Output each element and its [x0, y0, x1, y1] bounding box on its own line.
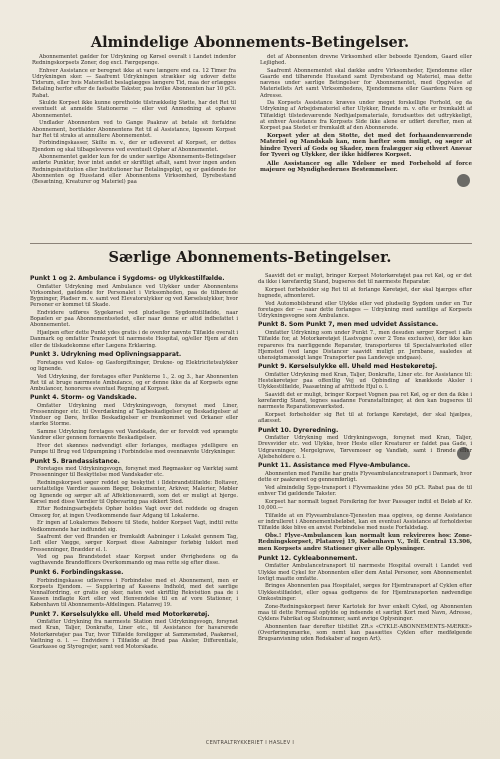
section-paragraph: Ved almindelig Syge-transport i Flyvemaskine ydes 50 pCt. Rabat paa de til enhver Tid gældende Takster.: [258, 484, 472, 497]
section-paragraph: Ved Udrykning, der foretages efter Punkterne 1., 2. og 3., har Abonnenten Ret til at bruge nærmeste Ambulance, og er denne ikke da af Korpsets egne Ambulancer, honoreres eventuel Regning af Korpset.: [30, 373, 238, 392]
section-heading: Punkt 6. Forbindingskasse.: [30, 568, 124, 576]
section-paragraph: Omfatter Udrykning fra nærmeste Station med Udrykningsvogn, forsynet med Kran, Taljer, Donkrafte, Liner etc., til Assistance for havarerede Motorkøretøjer paa Tur, hvor Tilfælde foreligger at Sammenstød, Paakørsel, Væltning o. l. — Endvidere i Tilfælde af Brud paa Aksler, Differentiale, Gearkasse og Styregrejer, samt ved Motorskade.: [30, 619, 238, 650]
paragraph: Abonnementet gælder kun for de under særlige Abonnements-Betingelser anførte Punkter, hvor intet andet er skriftligt aftalt, samt hvor ingen anden Redningsinstitution eller Institutioner har Betalingspligt, og er gældende for Abonnenten og Husstand eller Abonnentens Virksomhed, Dyrebestand (Besætning, Kreaturer og Materiel) paa: [32, 154, 236, 185]
section-paragraph: Omfatter Udrykning som under Punkt 7., men desuden sørger Korpset i alle Tilfælde for, at Motorkøretøjet (Lastvogne over 2 Tons exclusive), der ikke kan repareres fra nærliggende Reparatør, transporteres til Specialværksted eller Hjemsted (ved lange Distancer saavidt muligt pr. Jernbane, saaledes at uhensigtsmæssigt lange Transporter paa Landeveje undgaas).: [258, 330, 472, 361]
section-heading: Punkt 3. Udrykning med Oplivningsapparat.: [30, 350, 182, 358]
section-paragraph: Hjælpen efter dette Punkt ydes gratis i de ovenfor nævnte Tilfælde overalt i Danmark og omfatter Transport til nærmeste Hospital, og/eller Hjem af den eller de tilskadekomne efter Lægens Erklæring.: [30, 330, 238, 349]
paragraph: Korpset yder at den Stotte, det med det forhaandenværende Materiel og Mandskab kan, men hæfter som muligt, og søger at hindre Tyveri af Gods og Skader, men fralægger sig ethvert Ansvar for Tyveri og Ulykker, der ikke hidføres Korpset.: [260, 132, 472, 159]
section-paragraph: Omfatter Ambulancetransport til nærmeste Hospital overalt i Landet ved Ulykke med Cykel for Abonnenten eller dem Antal Personer, som Abonnementet lovligt maatte omfatte.: [258, 563, 472, 582]
section-heading: Punkt 8. Som Punkt 7, men med udvidet Assistance.: [258, 321, 439, 329]
paragraph: Undlader Abonnenten ved to Gange Paakrav at betale sit forfaldne Abonnement, bortfalder Abonnentens Ret til al Assistance, ligesom Korpset har Ret til straks at annullere Abonnementet.: [32, 120, 236, 139]
section-paragraph: Abonnenten med Familie har gratis Flyveambulancetransport i Danmark, hvor dette er paakrævet og gennemførligt.: [258, 470, 472, 484]
section-paragraph: Omfatter Udrykning med Udrykningsvogn, forsynet med Kran, Taljer, Drevsvider etc. ved Ulykke, hvor Heste eller Kreaturer er faldet paa Gade, i Udgravninger, Mergelgrave, Tørvemoser og Vandløb, samt i Brønde eller Ajlebeholdere o. l.: [258, 435, 472, 460]
section-paragraph: Er ingen af Lokalernes Beboere til Stede, holder Korpset Vagt, indtil rette Vedkommende har indfundet sig.: [30, 520, 238, 533]
section-paragraph: Korpset forbeholder sig Ret til at forlange Køretøjet, der skal bjærges efter hugnede, afmonteret.: [258, 286, 472, 300]
section-paragraph: Korpset har normalt tegnet Forsikring for hver Passager indtil et Beløb af Kr. 10,000.—: [258, 498, 472, 511]
paragraph: Forbindingskasser, Skilte m. v., der er udleveret af Korpset, er dettes Ejendom og skal tilbageleveres ved eventuelt Ophør af Abonnementet.: [32, 140, 236, 153]
section-paragraph: Bringes Abonnenten paa Hospitalet, sørges for Hjemtransport af Cyklen efter Ulykkestilfældet, eller ogsaa godtgøres de for Hjemtransporten nødvendige Omkostninger.: [258, 583, 472, 602]
paragraph: Da Korpsets Assistance kræves under meget forskellige Forhold, og da Udrykning af Arbejdsmateriel efter Ulykker, Brande m. v. ofte er fremkaldt af Tilfældigt tilstedeværende Nødhjælpsmateriale, forudsættes det udtrykkeligt, at enhver Assistance fra Korpsets Side ikke alene er udført derefter, men at Korpset paa Stedet er fremkaldt af den Abonnerede.: [260, 100, 472, 131]
section-paragraph: Endvidere udføres Sygekørsel ved pludselige Sygdomstilfælde, naar Bopælen er paa Abonnementsstedet, eller naar denne er altid indbefattet i Abonnementet.: [30, 310, 238, 329]
section-paragraph: Ved og paa Brandstedet staar Korpset under Øvrighedens og da vagthavende Brandofficers Overkommando og maa rette sig efter disse.: [30, 554, 238, 567]
section-paragraph: Hvor det skønnes nødvendigt eller forlanges, medtages ydelligere en Pumpe til Brug ved Udpumpning i Forbindelse med ovennævnte Udrykninger.: [30, 443, 238, 456]
section-heading: Punkt 1 og 2. Ambulance i Sygdoms- og Ulykkestilfælde.: [30, 275, 225, 283]
paragraph: Skulde Korpset ikke kunne opretholde tilstrækkelig Støtte, har det Ret til eventuelt at anmelde Stationerne — eller ved Anmodning at ophæve Abonnementet.: [32, 100, 236, 119]
general-terms-title: Almindelige Abonnements-Betingelser.: [90, 34, 410, 51]
paragraph: Abonnementet gælder for Udrykning og Kørsel overalt i Landet indenfor Redningskorpsets Zoner, dog excl. Færgepenge.: [32, 54, 236, 67]
section-paragraph: Foretages ved Kulos- og Gasforgiftninger, Drukne- og Elektricitetsulykker og lignende.: [30, 359, 238, 372]
paragraph: Enhver Assistance er beregnet ikke at vare længere end ca. 12 Timer fra Udrykningen sker. — Saafremt Udrykningen strækker sig udover dette Tidsrum, eller hvis Materiellet beslaglægges længere Tid, maa der erlægges Betaling herfor efter de fastsatte Takster, paa hvilke Abonnenten har 10 pCt. Rabat.: [32, 67, 236, 99]
special-terms-title: Særlige Abonnements-Betingelser.: [108, 249, 392, 266]
paragraph: det af Abonnenten drevne Virksomhed eller beboede Ejendom, Gaard eller Lejlighed.: [260, 54, 472, 67]
paragraph: Alle Assistancer og alle Ydelser er med Forbehold af force majeure og Myndighedernes Bestemmelser.: [260, 160, 472, 174]
section-paragraph: Zone-Redningskorpset fører Kartotek for hver enkelt Cykel, og Abonnenten maa til dette Formaal opfylde og indsende et særligt Kort med Navn, Adresse, Cyklens Fabrikat og Stelnummer, samt øvrige Oplysninger.: [258, 603, 472, 622]
section-paragraph: Abonnenten faar derefter tilstillet ZR.s «CYKLE-ABONNEMENTS-MÆRKE» (Overføringsmærke, som nemt kan paasættes Cyklen efter medfølgende Brugsanvisning uden Redskaber af nogen Art).: [258, 623, 472, 642]
special-terms-left-column: [30, 273, 238, 728]
paragraph: Saafremt Abonnementet skal dække andre Virksomheder, Ejendomme eller Gaarde end tilhørende Husstand samt Dyrebestand og Materiel, maa dette nævnes under særlige Betingelser for Abonnementet, med Opgivelse af Materiellets Art samt Virksomhedens, Ejendommens eller Gaardens Navn og Adresse.: [260, 67, 472, 99]
section-paragraph: Ved Automobilsbrand eller Ulykke eller ved pludselig Sygdom under en Tur foretages der — naar dette forlanges — Udrykning med samtlige af Korpsets Udrykningsvogne som Ambulance.: [258, 300, 472, 320]
section-paragraph: Saavidt det er muligt, bringer Korpset Vognen paa ret Køl, og er den da ikke i kørefærdig Stand, tegnes saadanne Foranstaltninger, at den kan bugseres til nærmeste Reparationsværksted.: [258, 392, 472, 411]
section-divider: [30, 243, 472, 244]
section-heading: Punkt 4. Storm- og Vandskade.: [30, 394, 137, 402]
section-paragraph: Omfatter Udrykning med Ambulance ved Ulykker under Abonnentens Virksomhed, gældende for Personalet i Virksomheden, paa de tilhørende Bygninger, Pladser m. v. samt ved Elevatorulykker og ved Kørselsulykker, hvor Personer er kommet til Skade.: [30, 283, 238, 309]
section-heading: Punkt 7. Kørselsulykke ell. Uheld med Motorkøretøj.: [30, 610, 210, 618]
section-paragraph: Efter Redningsarbejdets Ophør holdes Vagt over det reddede og dragen Omsorg for, at ingen Uvedkommende faar Adgang til Lokalerne.: [30, 506, 238, 519]
section-paragraph: Forbindingskasse udleveres i Forbindelse med et Abonnement, men er Korpsets Ejendom. — Supplering af Kassens Indhold, med det særlige Vennalfordring, er gratis og sker, naten ved skriftlig Rekvisition paa de i Kassen indlagte Kort eller ved Henvendelse til en af vore Stationer, i København til Abonnements-Afdelingen. Platanvej 19.: [30, 577, 238, 609]
section-paragraph: Korpset forbeholder sig Ret til at forlange Køretøjet, der skal hjælpes, aflæsset.: [258, 412, 472, 425]
section-paragraph: Obs.! Flyve-Ambulancen kan normalt kun rekvireres hos: Zone-Redningskorpset, Platanvej 19, København V., Telf. Central 13.306, men Korpsets andre Stationer giver alle Oplysninger.: [258, 532, 472, 552]
section-paragraph: Saavidt det er muligt, bringer Korpset Motorkøretøjet paa ret Køl, og er det da ikke i kørefærdig Stand, bugseres det til nærmeste Reparatør.: [258, 273, 472, 286]
section-heading: Punkt 12. Cykleabonnement.: [258, 554, 358, 562]
section-heading: Punkt 5. Brandassistance.: [30, 457, 120, 465]
section-paragraph: Saafremt der ved Branden er fremkaldt Aabninger i Lokalet gennem Tag, Loft eller Vægge, sørger Korpset disse Aabninger forløbig lukket med Pressenninger, Brædder el. l.: [30, 534, 238, 553]
section-paragraph: Foretages med Udrykningsvogn, forsynet med Røgmasker og Værktøj samt Pressenninger til Beskyttelse mod Vandskader etc.: [30, 466, 238, 479]
section-heading: Punkt 10. Dyreredning.: [258, 426, 339, 434]
section-paragraph: Samme Udrykning foretages ved Vandskade, der er forvoldt ved sprængte Vandrør eller gennem fornævnte Beskadigelser.: [30, 429, 238, 442]
section-paragraph: Omfatter Udrykning med Udrykningsvogn, forsynet med Liner, Pressenninger etc. til Overdækning af Tagbeskadigelser og Beskadigelser af Vinduer og Døre, hvilke Beskadigelser er fremkommet ved Orkaner eller stærke Storme.: [30, 402, 238, 428]
special-terms-right-column: [258, 273, 472, 728]
section-heading: Punkt 11. Assistance med Flyve-Ambulance.: [258, 462, 411, 470]
general-terms-right-column: [260, 54, 472, 240]
section-paragraph: Omfatter Udrykning med Kran, Taljer, Donkrafte, Liner etc. for Assistance til: Hestekøretøjer paa offentlig Vej ud Opbinding af knækkede Aksler i Ulykkestilfælde, Paasætning af afrittede Hjul o. l.: [258, 371, 472, 391]
section-paragraph: Tilfælde at en Flyveambulance-Tjenesten maa opgives, og denne Assistance er indrulleret i Abonnementsbeløbet, kan en eventuel Assistance af forholdsvise Tilfælde ikke blive en anvist Forbindelse med nuste Forfaldsdag.: [258, 512, 472, 531]
printer-footer: CENTRALTRYKKERIET I HASLEV I: [205, 740, 295, 746]
general-terms-left-column: [32, 54, 236, 240]
section-paragraph: Redningskorpset søger reddet og beskyttet i Ildebrandstilfælde: Boltaver, uerstattelige Værdier saasom Bøger, Dokumenter, Arkiver, Malerier, Møbler og lignende og sørger alt af Affektionsværdi, som det er muligt at bjerge. Kørsel med disse Værdier til Opbevaring paa sikkert Sted.: [30, 480, 238, 505]
section-heading: Punkt 9. Kørselsulykke ell. Uheld med Hestekøretøj.: [258, 363, 438, 371]
